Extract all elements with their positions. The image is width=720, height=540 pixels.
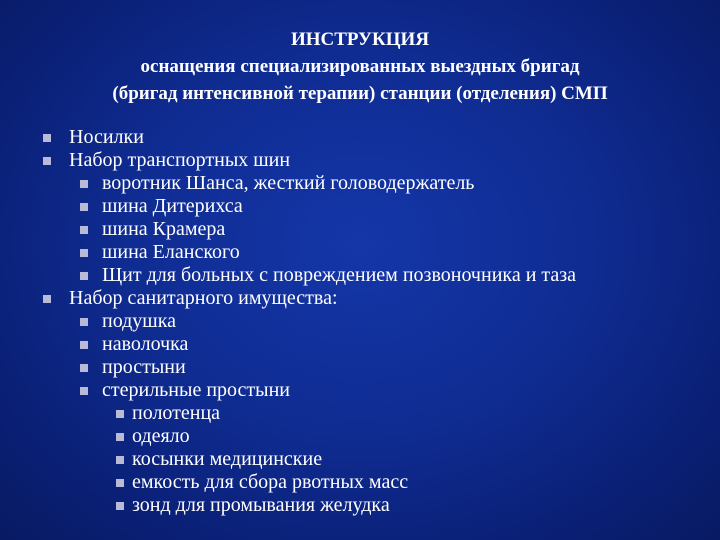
title-line-2: оснащения специализированных выездных бригад [140, 56, 580, 77]
list-item-text: Носилки [69, 126, 144, 148]
list-item-text: полотенца [132, 402, 221, 424]
list-item-text: наволочка [102, 333, 189, 355]
list-item [0, 425, 720, 448]
list-item-text: шина Крамера [102, 218, 226, 240]
list-item [0, 310, 720, 333]
square-bullet-icon [43, 157, 51, 165]
list-item [0, 126, 720, 149]
square-bullet-icon [80, 272, 88, 280]
list-item-text: шина Еланского [102, 241, 240, 263]
list-item [0, 448, 720, 471]
list-item-text: косынки медицинские [132, 448, 323, 470]
square-bullet-icon [80, 364, 88, 372]
square-bullet-icon [116, 479, 124, 487]
list-item [0, 333, 720, 356]
square-bullet-icon [80, 226, 88, 234]
list-item [0, 356, 720, 379]
list-item-text: Щит для больных с повреждением позвоночника и таза [102, 264, 577, 286]
list-item [0, 218, 720, 241]
square-bullet-icon [80, 180, 88, 188]
square-bullet-icon [80, 249, 88, 257]
list-item [0, 287, 720, 310]
square-bullet-icon [80, 387, 88, 395]
list-item [0, 241, 720, 264]
list-item-text: емкость для сбора рвотных масс [132, 471, 409, 493]
square-bullet-icon [80, 318, 88, 326]
equipment-list [0, 126, 720, 517]
list-item-text: подушка [102, 310, 176, 332]
list-item-text: стерильные простыни [102, 379, 290, 401]
square-bullet-icon [116, 502, 124, 510]
title-line-3: (бригад интенсивной терапии) станции (отделения) СМП [112, 83, 608, 104]
list-item [0, 471, 720, 494]
list-item [0, 264, 720, 287]
square-bullet-icon [80, 341, 88, 349]
list-item-text: Набор транспортных шин [69, 149, 291, 171]
square-bullet-icon [43, 295, 51, 303]
square-bullet-icon [116, 410, 124, 418]
square-bullet-icon [43, 134, 51, 142]
list-item-text: зонд для промывания желудка [132, 494, 390, 516]
list-item-text: Набор санитарного имущества: [69, 287, 338, 309]
list-item [0, 402, 720, 425]
list-item [0, 379, 720, 402]
title-line-1: ИНСТРУКЦИЯ [290, 29, 430, 50]
list-item-text: одеяло [132, 425, 190, 447]
list-item-text: воротник Шанса, жесткий головодержатель [102, 172, 475, 194]
square-bullet-icon [116, 433, 124, 441]
list-item [0, 195, 720, 218]
square-bullet-icon [116, 456, 124, 464]
list-item [0, 149, 720, 172]
list-item-text: простыни [102, 356, 186, 378]
list-item-text: шина Дитерихса [102, 195, 243, 217]
list-item [0, 494, 720, 517]
list-item [0, 172, 720, 195]
slide-title [0, 26, 720, 107]
square-bullet-icon [80, 203, 88, 211]
